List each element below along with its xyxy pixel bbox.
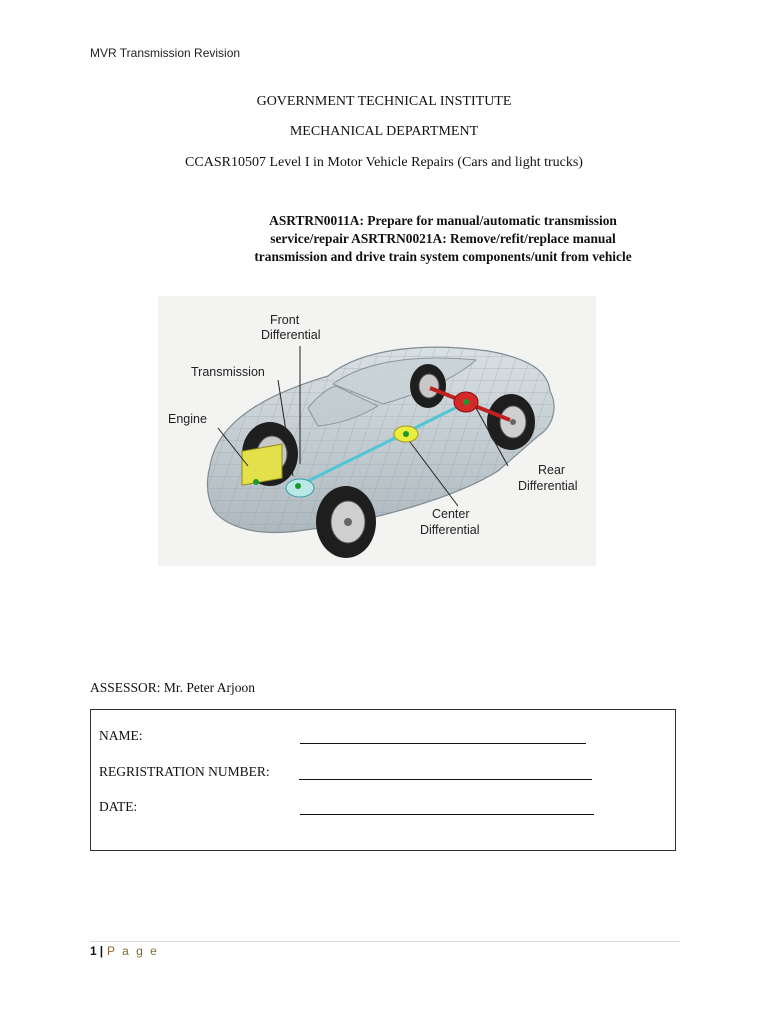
name-field[interactable] (300, 743, 586, 744)
registration-number-field[interactable] (299, 779, 592, 780)
page-label: P a g e (107, 944, 159, 958)
label-front-differential-1: Front (270, 313, 300, 327)
label-center-differential-2: Differential (420, 523, 480, 537)
label-center-differential-1: Center (432, 507, 470, 521)
department-title: MECHANICAL DEPARTMENT (289, 124, 479, 139)
drivetrain-figure (158, 296, 596, 566)
engine-block (242, 444, 282, 485)
date-field[interactable] (300, 814, 594, 815)
running-header: MVR Transmission Revision (90, 46, 241, 60)
label-front-differential-2: Differential (261, 328, 321, 342)
page-number: 1 (90, 944, 97, 958)
footer-divider (90, 941, 680, 942)
unit-description (220, 212, 666, 266)
label-transmission: Transmission (191, 365, 265, 379)
page-footer (90, 944, 159, 958)
wheel-rear-left (410, 364, 446, 408)
registration-label: REGRISTRATION NUMBER: (99, 764, 270, 779)
assessor-line: ASSESSOR: Mr. Peter Arjoon (90, 680, 256, 695)
wheel-front-right (316, 486, 376, 558)
label-rear-differential-2: Differential (518, 479, 578, 493)
date-label: DATE: (99, 799, 138, 814)
course-title: CCASR10507 Level I in Motor Vehicle Repairs (Cars and light trucks) (185, 155, 583, 170)
car-drivetrain-illustration (158, 296, 596, 566)
footer-separator: | (99, 944, 104, 958)
institute-title: GOVERNMENT TECHNICAL INSTITUTE (256, 94, 512, 109)
name-label: NAME: (99, 728, 143, 743)
label-engine: Engine (168, 412, 207, 426)
unit-line-3: transmission and drive train system components/unit from vehicle (254, 249, 632, 264)
unit-line-1: ASRTRN0011A: Prepare for manual/automatic transmission (269, 213, 617, 228)
label-rear-differential-1: Rear (538, 463, 566, 477)
student-details-form (90, 709, 676, 851)
unit-line-2: service/repair ASRTRN0021A: Remove/refit/replace manual (270, 231, 616, 246)
